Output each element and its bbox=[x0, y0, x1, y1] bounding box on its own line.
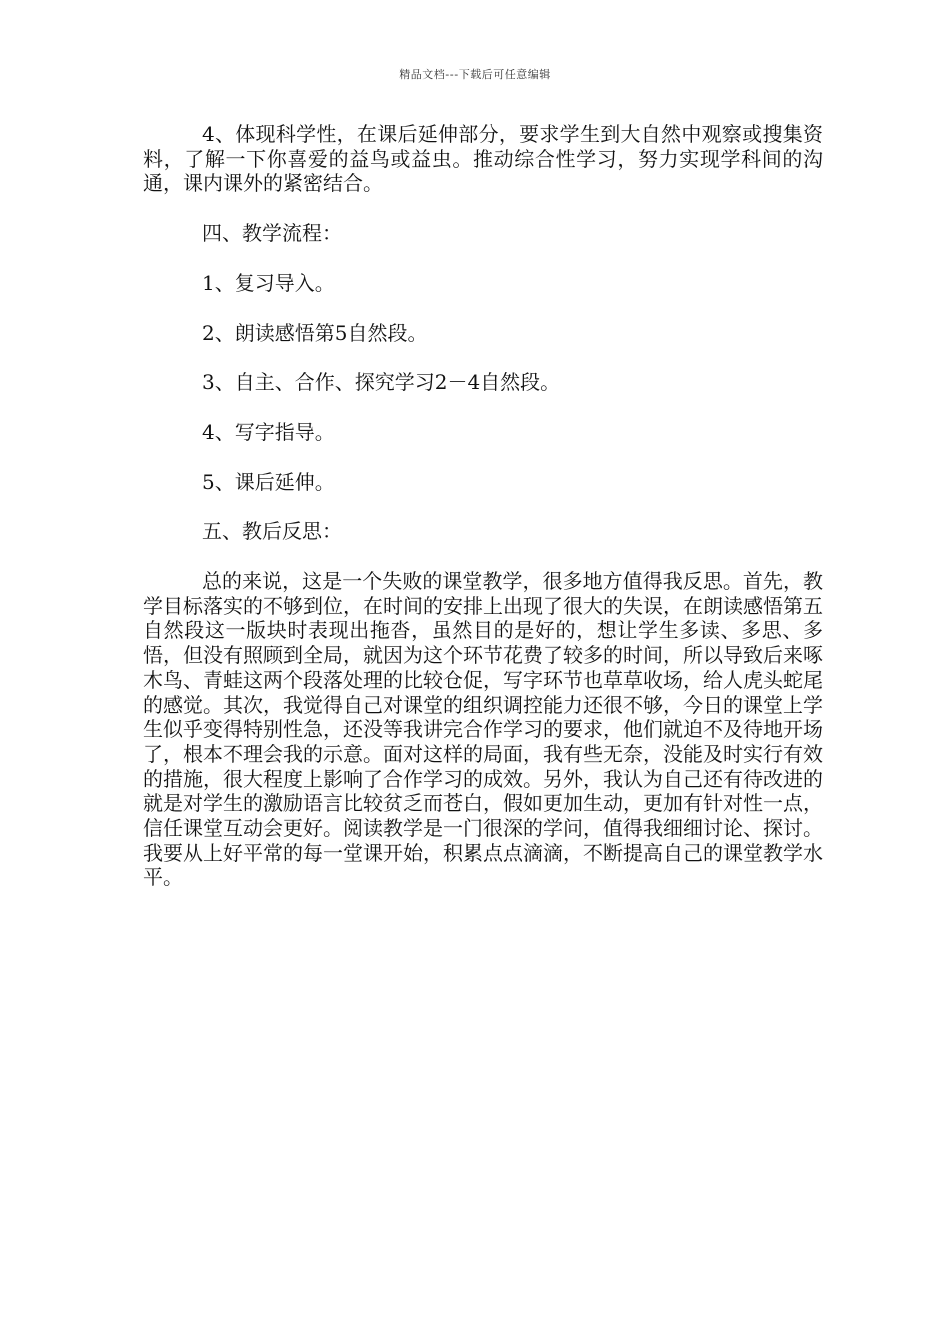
list-item-inquiry: 3、自主、合作、探究学习2－4自然段。 bbox=[202, 370, 561, 395]
list-item-reading: 2、朗读感悟第5自然段。 bbox=[202, 320, 428, 345]
section-heading-teaching-process: 四、教学流程： bbox=[202, 221, 342, 246]
list-item-extension: 5、课后延伸。 bbox=[202, 469, 335, 494]
document-body bbox=[143, 122, 823, 890]
page-header: 精品文档---下载后可任意编辑 bbox=[399, 68, 551, 81]
section-heading-reflection: 五、教后反思： bbox=[202, 519, 342, 544]
paragraph-scientific: 4、体现科学性，在课后延伸部分，要求学生到大自然中观察或搜集资料，了解一下你喜爱的益鸟或益虫。推动综合性学习，努力实现学科间的沟通，课内课外的紧密结合。 bbox=[143, 122, 823, 196]
list-item-writing: 4、写字指导。 bbox=[202, 419, 335, 444]
list-item-review: 1、复习导入。 bbox=[202, 270, 335, 295]
paragraph-reflection: 总的来说，这是一个失败的课堂教学，很多地方值得我反思。首先，教学目标落实的不够到位，在时间的安排上出现了很大的失误，在朗读感悟第五自然段这一版块时表现出拖沓，虽然目的是好的，想让学生多读、多思、多悟，但没有照顾到全局，就因为这个环节花费了较多的时间，所以导致后来啄木鸟、青蛙这两个段落处理的比较仓促，写字环节也草草收场，给人虎头蛇尾的感觉。其次，我觉得自己对课堂的组织调控能力还很不够，今日的课堂上学生似乎变得特别性急，还没等我讲完合作学习的要求，他们就迫不及待地开场了，根本不理会我的示意。面对这样的局面，我有些无奈，没能及时实行有效的措施，很大程度上影响了合作学习的成效。另外，我认为自己还有待改进的就是对学生的激励语言比较贫乏而苍白，假如更加生动，更加有针对性一点，信任课堂互动会更好。阅读教学是一门很深的学问，值得我细细讨论、探讨。我要从上好平常的每一堂课开始，积累点点滴滴，不断提高自己的课堂教学水平。 bbox=[143, 569, 823, 890]
